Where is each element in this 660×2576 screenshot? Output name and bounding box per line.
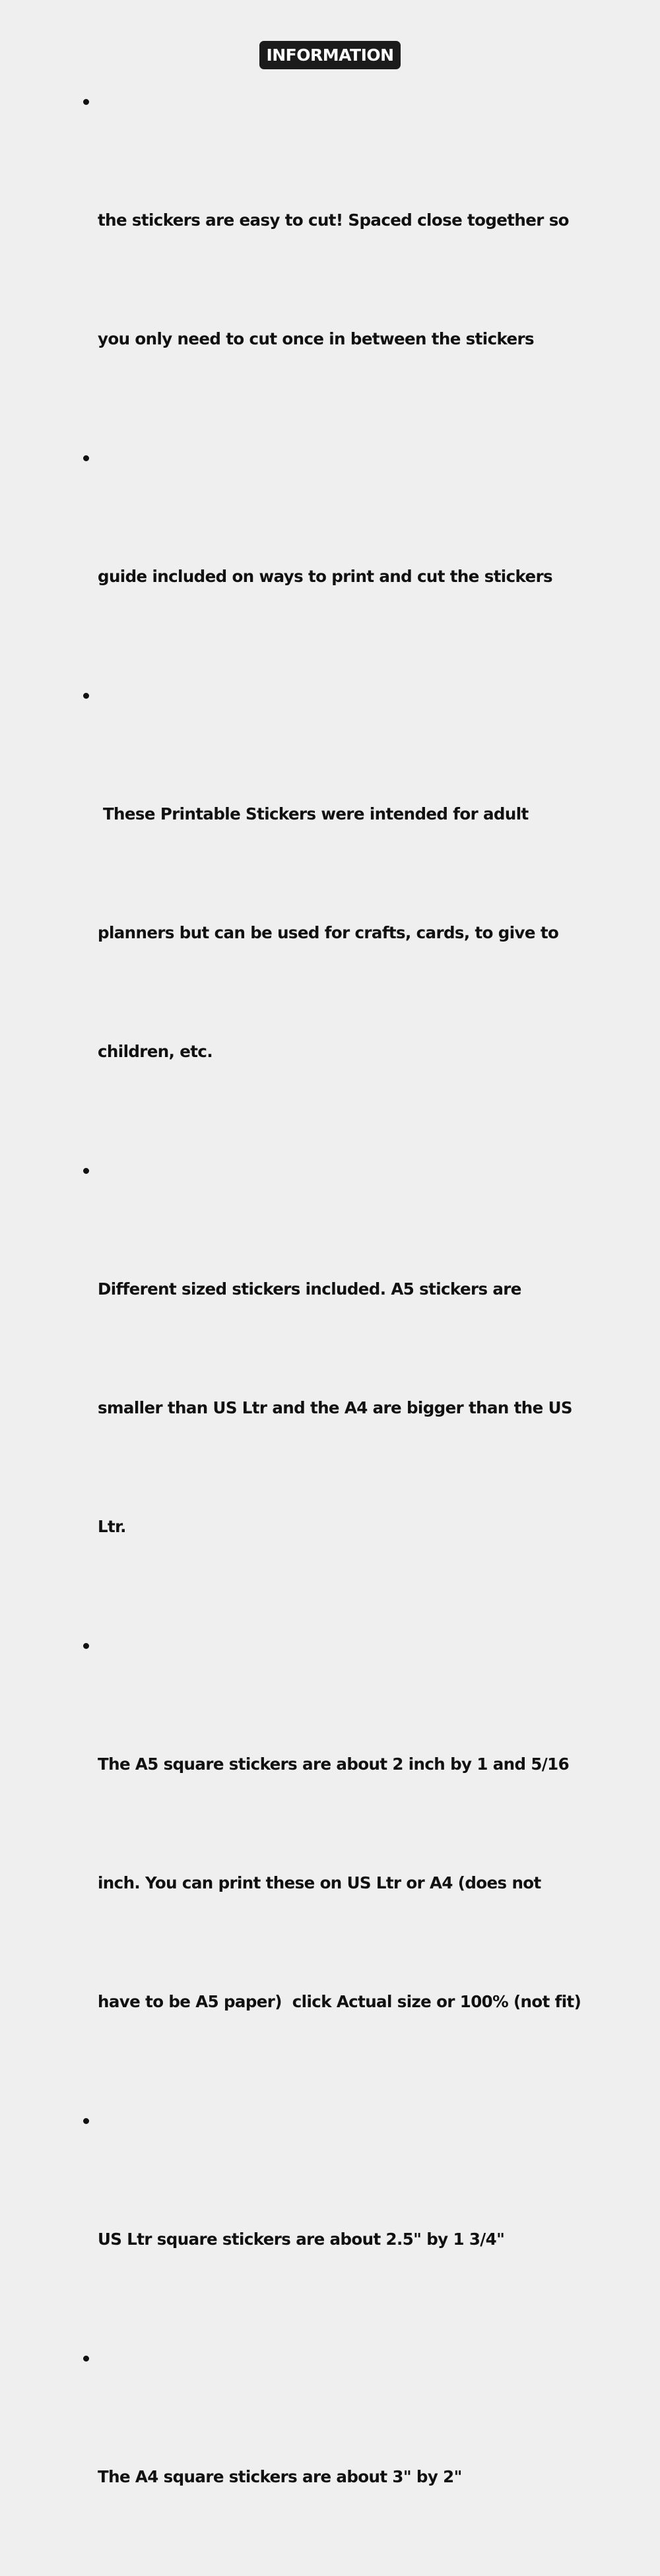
list-item-line: These Printable Stickers were intended for adult xyxy=(98,804,529,823)
list-item xyxy=(0,2101,660,2338)
bullet-icon xyxy=(83,455,89,461)
bullet-icon xyxy=(83,2356,89,2362)
list-item-line: inch. You can print these on US Ltr or A4 (does not xyxy=(98,1873,541,1892)
information-heading: INFORMATION xyxy=(259,41,401,69)
list-item-line: The A4 square stickers are about 3" by 2" xyxy=(98,2467,462,2486)
list-item-line: US Ltr square stickers are about 2.5" by 1 3/4" xyxy=(98,2230,505,2249)
list-item xyxy=(0,1151,660,1626)
bullet-icon xyxy=(83,693,89,699)
list-item-line: you only need to cut once in between the stickers xyxy=(98,329,535,348)
list-item xyxy=(0,1626,660,2101)
list-item-line: the stickers are easy to cut! Spaced close together so xyxy=(98,210,569,230)
list-item-line: children, etc. xyxy=(98,1042,213,1061)
bullet-icon xyxy=(83,1643,89,1649)
list-item xyxy=(0,2338,660,2576)
list-item xyxy=(0,676,660,1151)
list-item-line: Different sized stickers included. A5 stickers are xyxy=(98,1279,521,1299)
bullet-icon xyxy=(83,99,89,105)
list-item-line: guide included on ways to print and cut the stickers xyxy=(98,567,553,586)
list-item-line: planners but can be used for crafts, cards, to give to xyxy=(98,923,559,942)
list-item xyxy=(0,82,660,438)
list-item xyxy=(0,438,660,676)
list-item-line: Ltr. xyxy=(98,1517,126,1536)
bullet-icon xyxy=(83,1168,89,1174)
list-item-line: The A5 square stickers are about 2 inch by 1 and 5/16 xyxy=(98,1755,570,1774)
list-item-line: have to be A5 paper) click Actual size or 100% (not fit) xyxy=(98,1992,581,2011)
information-list xyxy=(0,82,660,2576)
bullet-icon xyxy=(83,2118,89,2124)
list-item-line: smaller than US Ltr and the A4 are bigger than the US xyxy=(98,1398,572,1417)
